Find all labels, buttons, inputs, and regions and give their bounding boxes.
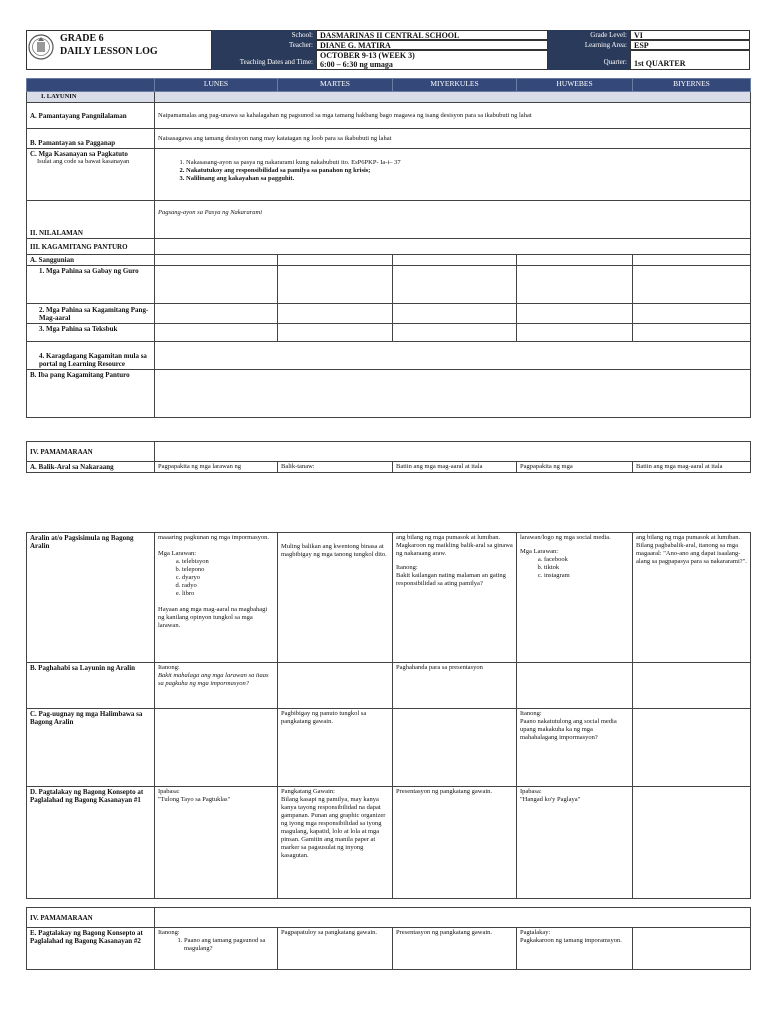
lesson-table-page2-part2 <box>26 907 750 970</box>
balik-aral-label: A. Balik-Aral sa Nakaraang <box>27 462 155 473</box>
e-huw-text: Pagkakaroon ng tamang imporamsyon. <box>520 937 622 944</box>
c-huwebes-cell <box>517 709 633 787</box>
pagtalakay-2-label: E. Pagtalakay ng Bagong Konsepto at Paglalahad ng Bagong Kasanayan #2 <box>27 928 155 970</box>
learning-area-value: ESP <box>630 40 750 50</box>
kasanayan-label: C. Mga Kasanayan sa Pagkatuto <box>30 150 128 158</box>
iba-pang-kagamitan-label: B. Iba pang Kagamitang Panturo <box>27 370 155 418</box>
d-martes-text: Bilang kasapi ng pamilya, may kanya kanya tayong responsibilidad na dapat gampanan. Punan ang graphic organizer ng iyong mga responsibilidad sa iyong magulang, kapatid, lolo at lola at mga pinsan. Gamitin ang manila paper at marker sa pagsusulat ng inyong kasagutan. <box>281 796 386 859</box>
c-huw-text: Itanong: <box>520 710 542 717</box>
teacher-label: Teacher: <box>212 40 316 50</box>
a-huw-list-item: c. instagram <box>544 572 629 580</box>
pag-uugnay-label: C. Pag-uugnay ng mga Halimbawa sa Bagong Aralin <box>27 709 155 787</box>
balik-aral-martes: Balik-tanaw: <box>278 462 393 473</box>
e-martes: Pagpapatuloy sa pangkatang gawain. <box>278 928 393 970</box>
corner-cell <box>27 79 155 92</box>
d-lunes-text: Ipabasa: <box>158 788 180 795</box>
dates-value <box>316 50 548 70</box>
a-lunes-list-item: c. dyaryo <box>182 574 274 582</box>
kagamitan-fill <box>155 239 751 255</box>
d-miyerkules: Presentasyon ng pangkatang gawain. <box>393 787 517 899</box>
paghahabi-label: B. Paghahabi sa Layunin ng Aralin <box>27 663 155 709</box>
dates-label: Teaching Dates and Time: <box>212 50 316 70</box>
a-biyernes: ang bilang ng mga pumasok at lumiban. Bilang pagbabalik-aral, itanong sa mga magaaral: "Ano-ano ang dapat isaalang-alang sa pagpapasya para sa nakararami?". <box>633 533 751 663</box>
kasanayan-list-cell <box>155 149 751 201</box>
d-huw-text: Ipabasa: <box>520 788 542 795</box>
d-huw-text: "Hangad ko'y Paglaya" <box>520 796 581 803</box>
a-lunes-list-item: e. libro <box>182 590 274 598</box>
balik-aral-huwebes: Pagpapakita ng mga <box>517 462 633 473</box>
b-lunes-question: Bakit mahalaga ang mga larawan sa itaas sa pagkuha ng mga impormasyon? <box>158 672 269 687</box>
d-lunes-cell <box>155 787 278 899</box>
a-lunes-intro: maaaring pagkunan ng mga impormasyon. <box>158 534 270 541</box>
a-lunes-list-item: b. telepono <box>182 566 274 574</box>
a-huw-list-item: a. facebook <box>544 556 629 564</box>
c-huw-text: Paano nakatutulong ang social media upang makakuha ka ng mga mahahalagang impormasyon? <box>520 718 617 741</box>
day-biyernes: BIYERNES <box>633 79 751 92</box>
balik-aral-miyerkules: Batiin ang mga mag-aaral at itala <box>393 462 517 473</box>
pamamaraan-label: IV. PAMAMARAAN <box>27 442 155 462</box>
sanggunian-label: A. Sanggunian <box>27 255 155 266</box>
pamamaraan-label-2: IV. PAMAMARAAN <box>27 908 155 928</box>
balik-aral-biyernes: Batiin ang mga mag-aaral at itala <box>633 462 751 473</box>
a-miy-text: Bakit kailangan nating malaman an gating responsibilidad sa ating pamilya? <box>396 572 506 587</box>
a-lunes-outro: Hayaan ang mga mag-aaral na magbahagi ng kanilang opinyon tungkol sa mga larawan. <box>158 606 268 629</box>
kasanayan-item: 1. Nakasasang-ayon sa pasya ng nakararami kung nakabubuti ito. EsP6PKP- Ia-i– 37 <box>186 159 747 167</box>
d-martes-text: Pangkatang Gawain: <box>281 788 335 795</box>
day-lunes: LUNES <box>155 79 278 92</box>
d-martes-cell <box>278 787 393 899</box>
kasanayan-item: 3. Nalilinang ang kakayahan sa pagguhit. <box>186 175 747 183</box>
pamantayang-pangnilalaman-text: Naipamamalas ang pag-unawa sa kahalagahan ng pagsunod sa mga tamang hakbang bago magawa ng isang desisyon para sa ikabubuti ng lahat <box>155 103 751 129</box>
kasanayan-item: 2. Nakatutukoy ang responsibilidad sa pamilya sa panahon ng krisis; <box>186 167 747 175</box>
day-huwebes: HUWEBES <box>517 79 633 92</box>
nilalaman-label: II. NILALAMAN <box>27 201 155 239</box>
a-miy-text: Magkaroon ng maikling balik-aral sa ginawa ng nakaraang araw. <box>396 542 513 557</box>
learning-resource-label: 4. Karagdagang Kagamitan mula sa portal ng Learning Resource <box>27 342 155 370</box>
header-title-box <box>26 30 212 70</box>
learning-area-label: Learning Area: <box>548 40 630 50</box>
day-martes: MARTES <box>278 79 393 92</box>
balik-aral-lunes: Pagpapakita ng mga larawan ng <box>155 462 278 473</box>
pamantayang-pangnilalaman-label: A. Pamantayang Pangnilalaman <box>27 103 155 129</box>
e-lunes-text: Itanong: <box>158 929 180 936</box>
a-lunes-list-title: Mga Larawan: <box>158 550 197 557</box>
a-lunes-cell <box>155 533 278 663</box>
kagamitang-pang-mag-aaral-label: 2. Mga Pahina sa Kagamitang Pang-Mag-aaral <box>27 304 155 324</box>
c-martes: Pagbibigay ng panuto tungkol sa pangkatang gawain. <box>278 709 393 787</box>
log-title: DAILY LESSON LOG <box>60 46 158 57</box>
pamamaraan-table-page1 <box>26 441 750 473</box>
a-lunes-list-item: d. radyo <box>182 582 274 590</box>
pamantayan-pagganap-text: Naisasagawa ang tamang desisyon nang may katatagan ng loob para sa ikabubuti ng lahat <box>155 129 751 149</box>
grade-title: GRADE 6 <box>60 33 104 44</box>
b-lunes-cell <box>155 663 278 709</box>
e-lunes-item: 1. Paano ang tamang pagsunod sa magulang? <box>184 937 274 953</box>
a-lunes-list-item: a. telebisyon <box>182 558 274 566</box>
d-lunes-text: "Tulong Tayo sa Pagtuklas" <box>158 796 231 803</box>
a-huw-list-item: b. tiktok <box>544 564 629 572</box>
grade-level-value: VI <box>630 30 750 40</box>
kasanayan-label-cell <box>27 149 155 201</box>
a-miyerkules-cell <box>393 533 517 663</box>
gabay-guro-label: 1. Mga Pahina sa Gabay ng Guro <box>27 266 155 304</box>
a-martes: Muling balikan ang kwentong binasa at magbibigay ng mga tanong tungkol dito. <box>278 533 393 663</box>
b-miyerkules: Paghahanda para sa presentasyon <box>393 663 517 709</box>
lesson-table-page2 <box>26 532 750 899</box>
e-miyerkules: Presentasyon ng pangkatang gawain. <box>393 928 517 970</box>
school-value: DASMARINAS II CENTRAL SCHOOL <box>316 30 548 40</box>
quarter-label: Quarter: <box>548 50 630 70</box>
e-huw-text: Pagtalakay: <box>520 929 551 936</box>
quarter-value: 1st QUARTER <box>630 50 750 70</box>
teacher-value: DIANE G. MATIRA <box>316 40 548 50</box>
layunin-heading: I. LAYUNIN <box>27 92 155 103</box>
a-miy-text: ang bilang ng mga pumasok at lumiban. <box>396 534 501 541</box>
a-miy-text: Itanong: <box>396 564 418 571</box>
pagtalakay-1-label: D. Pagtalakay ng Bagong Konsepto at Paglalahad ng Bagong Kasanayan #1 <box>27 787 155 899</box>
layunin-heading-fill <box>155 92 751 103</box>
lesson-table-page1 <box>26 78 750 418</box>
school-label: School: <box>212 30 316 40</box>
dates-text: OCTOBER 9-13 (WEEK 3) <box>320 51 415 60</box>
e-huwebes-cell <box>517 928 633 970</box>
teksbuk-label: 3. Mga Pahina sa Teksbuk <box>27 324 155 342</box>
a-huw-list-title: Mga Larawan: <box>520 548 559 555</box>
kagamitan-label: III. KAGAMITANG PANTURO <box>27 239 155 255</box>
nilalaman-text: Pagsang-ayon sa Pasya ng Nakararami <box>155 201 751 239</box>
day-miyerkules: MIYERKULES <box>393 79 517 92</box>
e-lunes-cell <box>155 928 278 970</box>
b-lunes-text: Itanong: <box>158 664 180 671</box>
grade-level-label: Grade Level: <box>548 30 630 40</box>
aralin-pagsisimula-label: Aralin at/o Pagsisimula ng Bagong Aralin <box>27 533 155 663</box>
pamantayan-pagganap-label: B. Pamantayan sa Pagganap <box>27 129 155 149</box>
time-text: 6:00 – 6:30 ng umaga <box>320 60 393 69</box>
d-huwebes-cell <box>517 787 633 899</box>
a-huwebes-cell <box>517 533 633 663</box>
kasanayan-sub: Isulat ang code sa bawat kasanayan <box>37 158 130 165</box>
a-huw-intro: larawan/logo ng mga social media. <box>520 534 611 541</box>
